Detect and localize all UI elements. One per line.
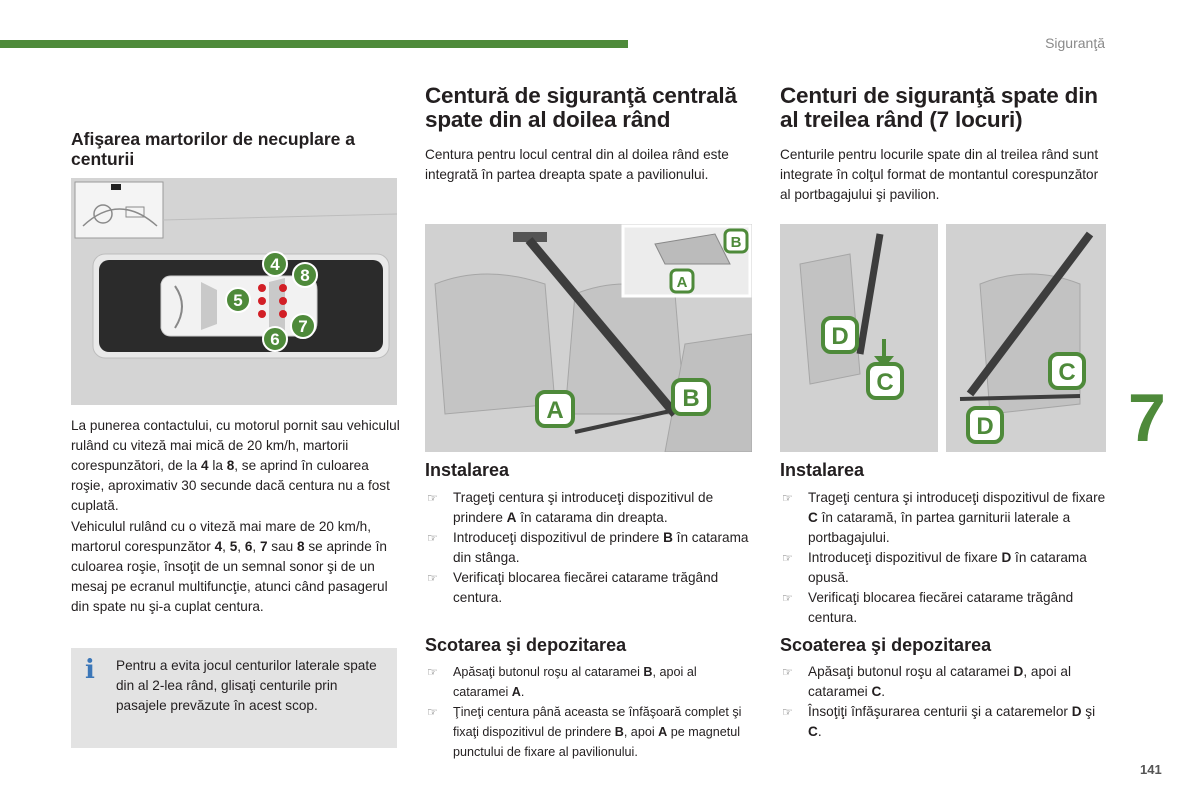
third-row-belts-title: Centuri de siguranţă spate din al treilea rând (7 locuri) [780,83,1098,132]
warning-lamps-heading: Afişarea martorilor de necuplare a centurii [71,129,355,169]
svg-text:7: 7 [298,317,308,336]
label-A [537,392,573,426]
marker-4 [263,252,287,276]
rear-seat-indicator [258,310,266,318]
svg-text:D: D [976,413,994,440]
rear-seat-indicator [258,297,266,305]
svg-text:A: A [546,397,564,424]
remove-heading-center: Scotarea şi depozitarea [425,635,627,655]
bold-reference: B [614,725,624,739]
step-item: ☞ Apăsaţi butonul roşu al cataramei D, apoi al cataramei C. [780,662,1110,702]
svg-text:B: B [682,385,700,412]
step-item: ☞ Verificaţi blocarea fiecărei catarame trăgând centura. [425,568,753,608]
bold-reference: 8 [226,458,235,473]
svg-text:D: D [831,323,849,350]
remove-steps-third-row [780,662,1110,742]
paragraph-2: Vehiculul rulând cu o viteză mai mare de 20 km/h, martorul corespunzător 4, 5, 6, 7 sau 8 se aprinde în culoarea roşie, însoţit de un semnal sonor şi de un mesaj pe ecranul multifuncţie, atunci când pasagerul din spate nu şi-a cuplat centura. [71,519,388,614]
center-belt-illustration [425,224,752,452]
bold-reference: 4 [214,539,223,554]
bold-reference: D [1013,664,1024,679]
bold-reference: 4 [200,458,209,473]
install-steps-center [425,488,753,608]
bold-reference: B [643,665,653,679]
label-C [868,364,902,398]
step-item: ☞ Trageţi centura şi introduceţi dispozitivul de fixare C în cataramă, în partea garniturii laterale a portbagajului. [780,488,1110,548]
chapter-number: 7 [1128,380,1166,456]
rear-seat-indicator [258,284,266,292]
marker-7 [291,314,315,338]
third-row-illustration [780,224,1106,452]
remove-steps-center [425,662,755,762]
header-green-bar [0,40,628,48]
seatbelt-display-illustration [71,178,397,405]
step-item: ☞ Ţineţi centura până aceasta se înfăşoară complet şi fixaţi dispozitivul de prindere B, apoi A pe magnetul punctului de fixare al pavilionului. [425,702,755,762]
bold-reference: A [658,725,668,739]
bold-reference: D [1001,550,1012,565]
bold-reference: 7 [259,539,268,554]
step-item: ☞ Trageţi centura şi introduceţi dispozitivul de prindere A în catarama din dreapta. [425,488,753,528]
bold-reference: 8 [296,539,305,554]
svg-text:8: 8 [300,266,310,285]
center-belt-intro: Centura pentru locul central din al doilea rând este integrată în partea dreapta spate a pavilionului. [425,147,729,182]
info-box [71,648,397,748]
install-heading-third-row: Instalarea [780,460,865,480]
inset-label-B [725,230,747,252]
install-steps-third-row [780,488,1110,628]
remove-heading-third-row: Scoaterea şi depozitarea [780,635,992,655]
rear-seat-indicator [279,297,287,305]
svg-text:A: A [676,274,688,291]
info-icon: i [85,655,95,685]
step-item: ☞ Apăsaţi butonul roşu al cataramei B, apoi al cataramei A. [425,662,755,702]
bold-reference: 5 [229,539,238,554]
marker-6 [263,327,287,351]
bold-reference: B [663,530,673,545]
install-heading-center: Instalarea [425,460,510,480]
label-D-right [968,408,1002,442]
bold-reference: C [808,724,818,739]
bold-reference: D [1071,704,1082,719]
paragraph-1: La punerea contactului, cu motorul pornit sau vehiculul rulând cu viteză mai mică de 20 km/h, martorii corespunzători, de la 4 la 8, se aprind în culoarea roşie, aproximativ 30 secunde dacă centura nu a fost cuplată. [71,418,400,513]
label-B [673,380,709,414]
bold-reference: A [506,510,517,525]
svg-text:4: 4 [270,255,280,274]
rear-seat-indicator [279,284,287,292]
info-text: Pentru a evita jocul centurilor laterale spate din al 2-lea rând, glisaţi centurile prin pasajele prevăzute în acest scop. [116,658,377,713]
svg-text:B: B [730,234,742,251]
step-item: ☞ Verificaţi blocarea fiecărei catarame trăgând centura. [780,588,1110,628]
svg-text:C: C [876,369,894,396]
center-belt-title: Centură de siguranţă centrală spate din al doilea rând [425,83,737,132]
bold-reference: A [511,685,521,699]
step-item: ☞ Însoţiţi înfăşurarea centurii şi a cataremelor D şi C. [780,702,1110,742]
rear-seat-indicator [279,310,287,318]
svg-text:C: C [1058,359,1076,386]
svg-text:5: 5 [233,291,243,310]
marker-8 [293,263,317,287]
marker-5 [226,288,250,312]
bold-reference: 6 [244,539,253,554]
section-title: Siguranţă [1045,35,1105,51]
page-number: 141 [1140,762,1162,777]
label-C-right [1050,354,1084,388]
label-D [823,318,857,352]
inset-label-A [671,270,693,292]
step-item: ☞ Introduceţi dispozitivul de fixare D în catarama opusă. [780,548,1110,588]
bold-reference: C [871,684,882,699]
svg-text:6: 6 [270,330,280,349]
step-item: ☞ Introduceţi dispozitivul de prindere B în catarama din stânga. [425,528,753,568]
bold-reference: C [808,510,818,525]
third-row-belts-intro: Centurile pentru locurile spate din al treilea rând sunt integrate în colţul format de montantul corespunzător al portbagajului şi pavilion. [780,147,1099,202]
